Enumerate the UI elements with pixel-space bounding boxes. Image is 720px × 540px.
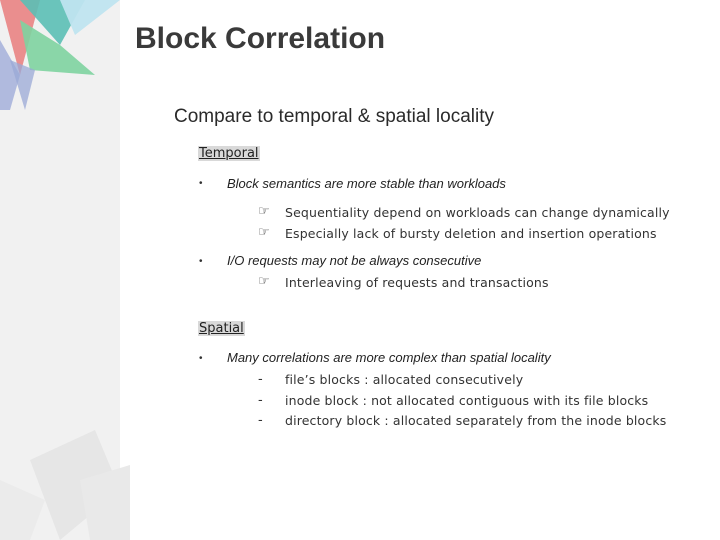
slide-title: Block Correlation (135, 22, 386, 55)
sub-bullet-text: inode block : not allocated contiguous with its file blocks (285, 393, 649, 408)
sub-bullet-text: directory block : allocated separately from the inode blocks (285, 413, 667, 428)
section-heading-spatial: Spatial (199, 321, 244, 336)
sub-bullet-text: Interleaving of requests and transactions (285, 275, 549, 290)
dash-marker: - (258, 413, 263, 428)
slide-subtitle: Compare to temporal & spatial locality (174, 106, 494, 127)
bullet-text: Many correlations are more complex than spatial locality (227, 350, 551, 365)
bullet-marker: • (199, 178, 203, 189)
bullet-text: Block semantics are more stable than workloads (227, 176, 506, 191)
section-heading-temporal: Temporal (199, 146, 259, 161)
bullet-text: I/O requests may not be always consecutive (227, 253, 482, 268)
decorative-leaf-graphic (0, 0, 130, 130)
decorative-bottom-shapes (0, 420, 130, 540)
pointing-hand-icon: ☞ (258, 204, 270, 219)
dash-marker: - (258, 372, 263, 387)
bullet-marker: • (199, 256, 203, 267)
bullet-marker: • (199, 353, 203, 364)
dash-marker: - (258, 393, 263, 408)
sub-bullet-text: file’s blocks : allocated consecutively (285, 372, 524, 387)
sub-bullet-text: Sequentiality depend on workloads can change dynamically (285, 205, 670, 220)
pointing-hand-icon: ☞ (258, 274, 270, 289)
sub-bullet-text: Especially lack of bursty deletion and insertion operations (285, 226, 657, 241)
pointing-hand-icon: ☞ (258, 225, 270, 240)
